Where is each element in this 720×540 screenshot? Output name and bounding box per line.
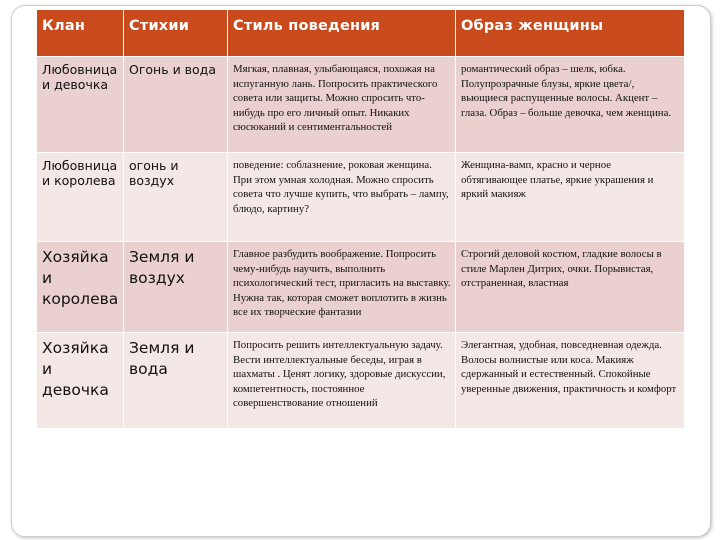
header-woman-image: Образ женщины (456, 10, 685, 57)
cell-image: Женщина-вамп, красно и черное обтягивающее платье, яркие украшения и яркий макияж (456, 153, 685, 242)
header-elements: Стихии (124, 10, 228, 57)
table-row (37, 57, 685, 153)
table-row (37, 242, 685, 333)
table-row (37, 333, 685, 429)
cell-image: романтический образ – шелк, юбка. Полупрозрачные блузы, яркие цвета/, вьющиеся распущенные волосы. Акцент – глаза. Образ – больше девочка, чем женщина. (456, 57, 685, 153)
table-row (37, 153, 685, 242)
cell-clan: Любовница и королева (37, 153, 124, 242)
cell-clan: Хозяйка и девочка (37, 333, 124, 429)
cell-clan: Любовница и девочка (37, 57, 124, 153)
clan-table (36, 9, 685, 429)
header-behavior-style: Стиль поведения (228, 10, 456, 57)
cell-elements: Земля и вода (124, 333, 228, 429)
cell-image: Строгий деловой костюм, гладкие волосы в стиле Марлен Дитрих, очки. Порывистая, отстраненная, властная (456, 242, 685, 333)
cell-elements: Огонь и вода (124, 57, 228, 153)
cell-behavior: Мягкая, плавная, улыбающаяся, похожая на испуганную лань. Попросить практического совета или защиты. Можно спросить что-нибудь про его личный опыт. Никаких сюсюканий и сентиментальностей (228, 57, 456, 153)
cell-behavior: Попросить решить интеллектуальную задачу. Вести интеллектуальные беседы, играя в шахматы . Ценят логику, здоровые дискуссии, компетентность, постоянное совершенствование отношений (228, 333, 456, 429)
header-row (37, 10, 685, 57)
cell-elements: огонь и воздух (124, 153, 228, 242)
cell-elements: Земля и воздух (124, 242, 228, 333)
cell-clan: Хозяйка и королева (37, 242, 124, 333)
cell-behavior: Главное разбудить воображение. Попросить чему-нибудь научить, выполнить психологический тест, пригласить на выставку. Нужна так, которая сможет воплотить в жизнь все их творческие фантазии (228, 242, 456, 333)
cell-image: Элегантная, удобная, повседневная одежда. Волосы волнистые или коса. Макияж сдержанный и естественный. Спокойные уверенные движения, практичность и комфорт (456, 333, 685, 429)
cell-behavior: поведение: соблазнение, роковая женщина. При этом умная холодная. Можно спросить совета что лучше купить, что выбрать – лампу, блюдо, картину? (228, 153, 456, 242)
header-clan: Клан (37, 10, 124, 57)
